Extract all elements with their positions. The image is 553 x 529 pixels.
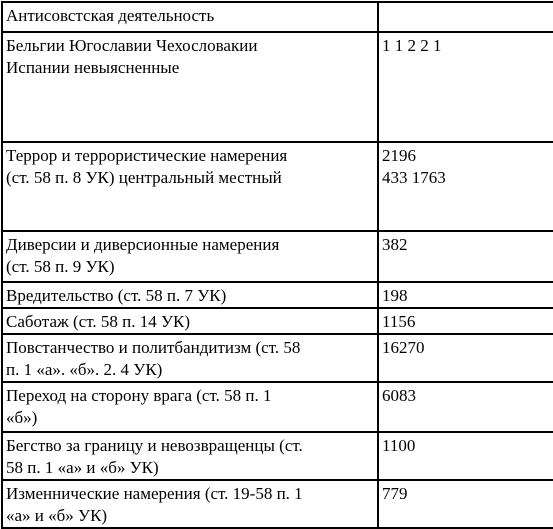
row-label-line: Переход на сторону врага (ст. 58 п. 1 <box>6 386 272 405</box>
row-label-cell <box>2 2 378 32</box>
row-label-line: Саботаж (ст. 58 п. 14 УК) <box>6 312 190 331</box>
row-value-line: 16270 <box>382 338 425 357</box>
row-value-cell <box>378 432 553 480</box>
row-label-cell <box>2 382 378 432</box>
row-label-line: Испании невыясненные <box>6 58 180 77</box>
row-value-line: 198 <box>382 286 408 305</box>
table-row <box>2 432 553 480</box>
table-row <box>2 282 553 308</box>
row-value-cell <box>378 2 553 32</box>
row-value-cell <box>378 231 553 282</box>
row-value-cell <box>378 334 553 382</box>
table-row <box>2 480 553 528</box>
row-label-cell <box>2 282 378 308</box>
row-value-line: 6083 <box>382 386 416 405</box>
row-label-line: Вредительство (ст. 58 п. 7 УК) <box>6 286 227 305</box>
row-label-line: п. 1 «а». «б». 2. 4 УК) <box>6 360 163 379</box>
row-label-line: Террор и террористические намерения <box>6 146 288 165</box>
row-value-line: 433 1763 <box>382 168 446 187</box>
row-value-cell <box>378 142 553 231</box>
row-value-cell <box>378 382 553 432</box>
row-value-line: 2196 <box>382 146 416 165</box>
row-label-line: Повстанчество и политбандитизм (ст. 58 <box>6 338 301 357</box>
row-value-line: 1100 <box>382 436 416 455</box>
row-label-line: Диверсии и диверсионные намерения <box>6 235 280 254</box>
row-label-cell <box>2 32 378 142</box>
row-label-cell <box>2 334 378 382</box>
row-label-line: Антисовстская деятельность <box>6 6 215 25</box>
row-value-line: 779 <box>382 484 408 503</box>
row-label-line: «б») <box>6 408 38 427</box>
document-table <box>1 1 553 529</box>
row-value-cell <box>378 308 553 334</box>
table-row <box>2 231 553 282</box>
table-row <box>2 32 553 142</box>
row-label-line: Бегство за границу и невозвращенцы (ст. <box>6 436 303 455</box>
table-row <box>2 382 553 432</box>
table-row <box>2 2 553 32</box>
row-label-cell <box>2 308 378 334</box>
row-label-cell <box>2 480 378 528</box>
table-row <box>2 142 553 231</box>
row-value-line: 1 1 2 2 1 <box>382 36 442 55</box>
row-label-line: Бельгии Югославии Чехословакии <box>6 36 258 55</box>
row-value-line: 1156 <box>382 312 416 331</box>
row-label-line: Изменнические намерения (ст. 19-58 п. 1 <box>6 484 303 503</box>
row-label-line: (ст. 58 п. 8 УК) центральный местный <box>6 168 282 187</box>
row-label-line: 58 п. 1 «а» и «б» УК) <box>6 458 159 477</box>
table-row <box>2 334 553 382</box>
row-label-cell <box>2 432 378 480</box>
row-value-cell <box>378 480 553 528</box>
row-label-cell <box>2 142 378 231</box>
row-label-cell <box>2 231 378 282</box>
table-row <box>2 308 553 334</box>
row-value-cell <box>378 282 553 308</box>
row-label-line: (ст. 58 п. 9 УК) <box>6 257 115 276</box>
row-value-cell <box>378 32 553 142</box>
row-value-line: 382 <box>382 235 408 254</box>
row-label-line: «а» и «б» УК) <box>6 506 108 525</box>
